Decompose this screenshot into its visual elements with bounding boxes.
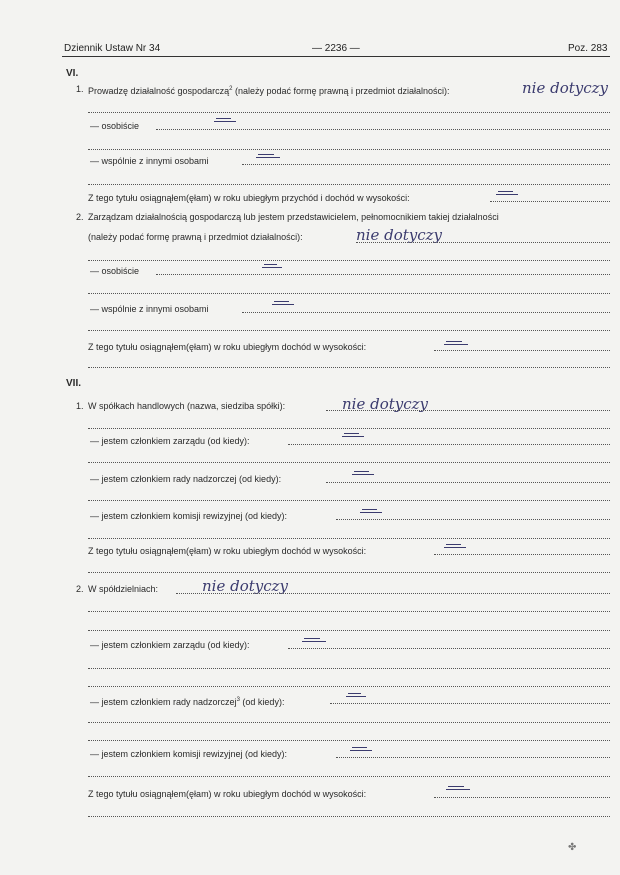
- vii-2-income-field[interactable]: [434, 797, 610, 798]
- vi-2-question-line2: (należy podać formę prawną i przedmiot działalności):: [88, 232, 303, 242]
- vii-1-answer-field[interactable]: [326, 410, 610, 411]
- vii-2-board-line2[interactable]: [88, 686, 610, 687]
- vii-1-board-label: — jestem członkiem zarządu (od kiedy):: [90, 436, 250, 446]
- vi-1-jointly-line[interactable]: [88, 184, 610, 185]
- vi-2-jointly-dash: [272, 304, 294, 305]
- vi-1-income-label: Z tego tytułu osiągnąłem(ęłam) w roku ubiegłym przychód i dochód w wysokości:: [88, 193, 410, 203]
- vi-2-income-label: Z tego tytułu osiągnąłem(ęłam) w roku ubiegłym dochód w wysokości:: [88, 342, 367, 352]
- vii-1-audit-label: — jestem członkiem komisji rewizyjnej (od kiedy):: [90, 511, 288, 521]
- vii-1-supervisory-field[interactable]: [326, 482, 610, 483]
- section-vii-heading: VII.: [66, 378, 82, 389]
- vii-2-supervisory-dash: [346, 696, 366, 697]
- vii-2-board-label: — jestem członkiem zarządu (od kiedy):: [90, 640, 250, 650]
- vi-2-answer-handwriting: nie dotyczy: [356, 226, 443, 244]
- vi-1-personally-dash: [214, 121, 236, 122]
- vii-2-supervisory-line1[interactable]: [88, 722, 610, 723]
- vi-2-jointly-label: — wspólnie z innymi osobami: [90, 304, 209, 314]
- vi-2-personally-label: — osobiście: [90, 266, 140, 276]
- page-number: — 2236 —: [312, 43, 360, 54]
- vi-2-question-line1: Zarządzam działalnością gospodarczą lub jestem przedstawicielem, pełnomocnikiem takiej działalności: [88, 212, 499, 222]
- vi-2-answer-line[interactable]: [88, 260, 610, 261]
- vi-1-income-field[interactable]: [490, 201, 610, 202]
- vi-2-personally-line[interactable]: [88, 293, 610, 294]
- vii-2-board-dash: [302, 641, 326, 642]
- vii-2-board-field[interactable]: [288, 648, 610, 649]
- vii-1-answer-handwriting: nie dotyczy: [342, 395, 429, 413]
- vii-2-answer-field[interactable]: [176, 593, 610, 594]
- vii-2-audit-dash: [350, 750, 372, 751]
- vii-2-supervisory-label: — jestem członkiem rady nadzorczej$^3$ (od kiedy):: [90, 697, 285, 707]
- vi-1-number: 1.: [76, 84, 84, 94]
- vi-2-jointly-line[interactable]: [88, 330, 610, 331]
- vii-2-income-label: Z tego tytułu osiągnąłem(ęłam) w roku ubiegłym dochód w wysokości:: [88, 789, 367, 799]
- vii-1-board-dash: [342, 436, 364, 437]
- vii-1-question: W spółkach handlowych (nazwa, siedziba spółki):: [88, 401, 286, 411]
- vi-2-personally-dash: [262, 267, 282, 268]
- vii-1-board-line[interactable]: [88, 462, 610, 463]
- vi-2-answer-field[interactable]: [356, 242, 610, 243]
- vii-2-number: 2.: [76, 584, 84, 594]
- vi-1-jointly-label: — wspólnie z innymi osobami: [90, 156, 209, 166]
- vii-1-audit-field[interactable]: [336, 519, 610, 520]
- vii-2-income-line[interactable]: [88, 816, 610, 817]
- vii-1-audit-dash: [360, 512, 382, 513]
- vi-1-jointly-dash: [256, 157, 280, 158]
- vii-2-audit-field[interactable]: [336, 757, 610, 758]
- vi-1-income-dash: [496, 194, 518, 195]
- vi-2-personally-field[interactable]: [156, 274, 610, 275]
- vi-2-income-field[interactable]: [434, 350, 610, 351]
- vi-1-personally-label: — osobiście: [90, 121, 140, 131]
- scan-mark-icon: ✤: [568, 842, 577, 853]
- header-divider: [62, 56, 610, 57]
- vi-2-income-dash: [444, 344, 468, 345]
- vi-2-income-line[interactable]: [88, 367, 610, 368]
- journal-name: Dziennik Ustaw Nr 34: [64, 43, 161, 54]
- vii-1-answer-line[interactable]: [88, 428, 610, 429]
- vii-2-audit-label: — jestem członkiem komisji rewizyjnej (od kiedy):: [90, 749, 288, 759]
- vii-2-supervisory-line2[interactable]: [88, 740, 610, 741]
- vii-2-income-dash: [446, 789, 470, 790]
- vii-2-question: W spółdzielniach:: [88, 584, 159, 594]
- vii-2-supervisory-field[interactable]: [330, 703, 610, 704]
- vii-2-answer-handwriting: nie dotyczy: [202, 577, 289, 595]
- vii-2-audit-line[interactable]: [88, 776, 610, 777]
- vii-1-board-field[interactable]: [288, 444, 610, 445]
- vi-2-jointly-field[interactable]: [242, 312, 610, 313]
- vii-1-number: 1.: [76, 401, 84, 411]
- vi-1-answer-line[interactable]: [88, 112, 610, 113]
- vii-1-audit-line[interactable]: [88, 538, 610, 539]
- vii-2-board-line1[interactable]: [88, 668, 610, 669]
- vii-1-supervisory-label: — jestem członkiem rady nadzorczej (od kiedy):: [90, 474, 282, 484]
- vii-1-supervisory-dash: [352, 474, 374, 475]
- vii-2-answer-line1[interactable]: [88, 611, 610, 612]
- vi-2-number: 2.: [76, 212, 84, 222]
- vi-1-question: Prowadzę działalność gospodarczą$^2$ (należy podać formę prawną i przedmiot działalności):: [88, 86, 450, 96]
- vii-1-supervisory-line[interactable]: [88, 500, 610, 501]
- vii-1-income-line[interactable]: [88, 572, 610, 573]
- vi-1-jointly-field[interactable]: [242, 164, 610, 165]
- vi-1-personally-line[interactable]: [88, 149, 610, 150]
- vi-1-answer-handwriting: nie dotyczy: [522, 79, 609, 97]
- vii-1-income-field[interactable]: [434, 554, 610, 555]
- vi-1-personally-field[interactable]: [156, 129, 610, 130]
- section-vi-heading: VI.: [66, 68, 79, 79]
- vii-1-income-dash: [444, 547, 466, 548]
- vii-2-answer-line2[interactable]: [88, 630, 610, 631]
- position-number: Poz. 283: [568, 43, 608, 54]
- vii-1-income-label: Z tego tytułu osiągnąłem(ęłam) w roku ubiegłym dochód w wysokości:: [88, 546, 367, 556]
